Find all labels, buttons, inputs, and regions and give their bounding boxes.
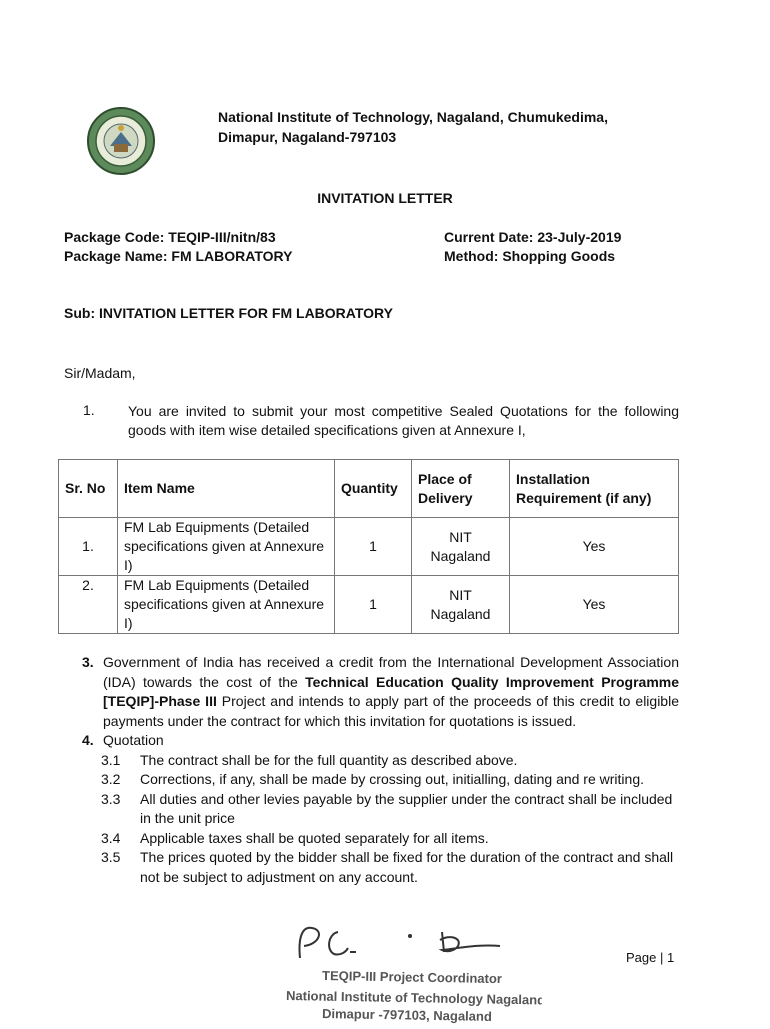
table-header-row — [59, 460, 679, 518]
stamp-line-3: Dimapur -797103, Nagaland — [321, 1006, 492, 1024]
list-item — [82, 790, 679, 829]
paragraph-1: You are invited to submit your most competitive Sealed Quotations for the following goods with item wise detailed specifications given at Annexure I, — [128, 403, 679, 438]
cell-sr: 1. — [59, 518, 118, 576]
terms-section — [82, 653, 679, 887]
stamp-line-1: TEQIP-III Project Coordinator — [321, 968, 503, 987]
institute-header — [218, 107, 608, 147]
header-quantity: Quantity — [335, 460, 412, 518]
list-item-number: 3.2 — [101, 771, 121, 787]
signature — [290, 918, 530, 968]
list-item-text: The prices quoted by the bidder shall be fixed for the duration of the contract and shall not be subject to adjustment on any account. — [140, 849, 674, 885]
list-item — [82, 829, 679, 849]
package-name: Package Name: FM LABORATORY — [64, 248, 293, 264]
items-table — [58, 459, 679, 634]
subject-line: Sub: INVITATION LETTER FOR FM LABORATORY — [64, 305, 393, 321]
page-number: Page | 1 — [626, 950, 675, 965]
header-item-name: Item Name — [118, 460, 335, 518]
cell-item: FM Lab Equipments (Detailed specifications given at Annexure I) — [118, 576, 335, 634]
paragraph-3-text-a: Government of India has received a credit from the International Development Association (IDA) towards the cost of the — [103, 654, 679, 690]
list-item — [82, 751, 679, 771]
list-item-number: 3.3 — [101, 790, 121, 807]
paragraph-4 — [82, 731, 679, 751]
header-sr-no: Sr. No — [59, 460, 118, 518]
paragraph-3 — [82, 653, 679, 731]
cell-install: Yes — [510, 518, 679, 576]
list-item-number: 3.1 — [101, 751, 121, 768]
cell-sr: 2. — [59, 576, 118, 634]
institute-address: Dimapur, Nagaland-797103 — [218, 129, 397, 145]
institute-name: National Institute of Technology, Nagaland, Chumukedima, — [218, 109, 608, 125]
cell-item: FM Lab Equipments (Detailed specifications given at Annexure I) — [118, 518, 335, 576]
package-info — [64, 228, 292, 266]
list-item-number: 3.4 — [101, 829, 121, 846]
salutation: Sir/Madam, — [64, 365, 136, 381]
cell-qty: 1 — [335, 518, 412, 576]
header-place: Place of Delivery — [412, 460, 510, 518]
list-item-text: The contract shall be for the full quantity as described above. — [140, 751, 518, 768]
programme-name: Technical Education Quality Improvement Programme [TEQIP]-Phase III — [103, 673, 679, 709]
cell-install: Yes — [510, 576, 679, 634]
institute-seal-icon — [86, 106, 156, 176]
method: Method: Shopping Goods — [444, 248, 616, 264]
stamp-line-2: National Institute of Technology Nagaland — [285, 988, 542, 1008]
paragraph-number: 3. — [82, 654, 94, 670]
list-item-text: Corrections, if any, shall be made by crossing out, initialling, dating and re writing. — [140, 771, 644, 787]
table-row — [59, 576, 679, 634]
list-item-text: Applicable taxes shall be quoted separately for all items. — [140, 829, 489, 846]
list-item-number: 3.5 — [101, 849, 121, 865]
paragraph-3-text-b: Project and intends to apply part of the proceeds of this credit to eligible payments under the contract for which this invitation for quotations is issued. — [103, 693, 679, 729]
package-code: Package Code: TEQIP-III/nitn/83 — [64, 229, 276, 245]
current-date: Current Date: 23-July-2019 — [444, 229, 622, 245]
quotation-heading: Quotation — [103, 732, 164, 748]
table-row — [59, 518, 679, 576]
document-title: INVITATION LETTER — [317, 190, 453, 206]
list-item — [82, 848, 679, 887]
date-method-info — [444, 228, 621, 266]
list-item-text: All duties and other levies payable by the supplier under the contract shall be included in the unit price — [140, 790, 673, 826]
cell-place: NIT Nagaland — [412, 518, 510, 576]
paragraph-number: 1. — [83, 402, 95, 418]
list-item — [82, 770, 679, 790]
coordinator-stamp — [282, 962, 542, 1024]
header-installation: Installation Requirement (if any) — [510, 460, 679, 518]
paragraph-number: 4. — [82, 732, 94, 748]
cell-qty: 1 — [335, 576, 412, 634]
cell-place: NIT Nagaland — [412, 576, 510, 634]
